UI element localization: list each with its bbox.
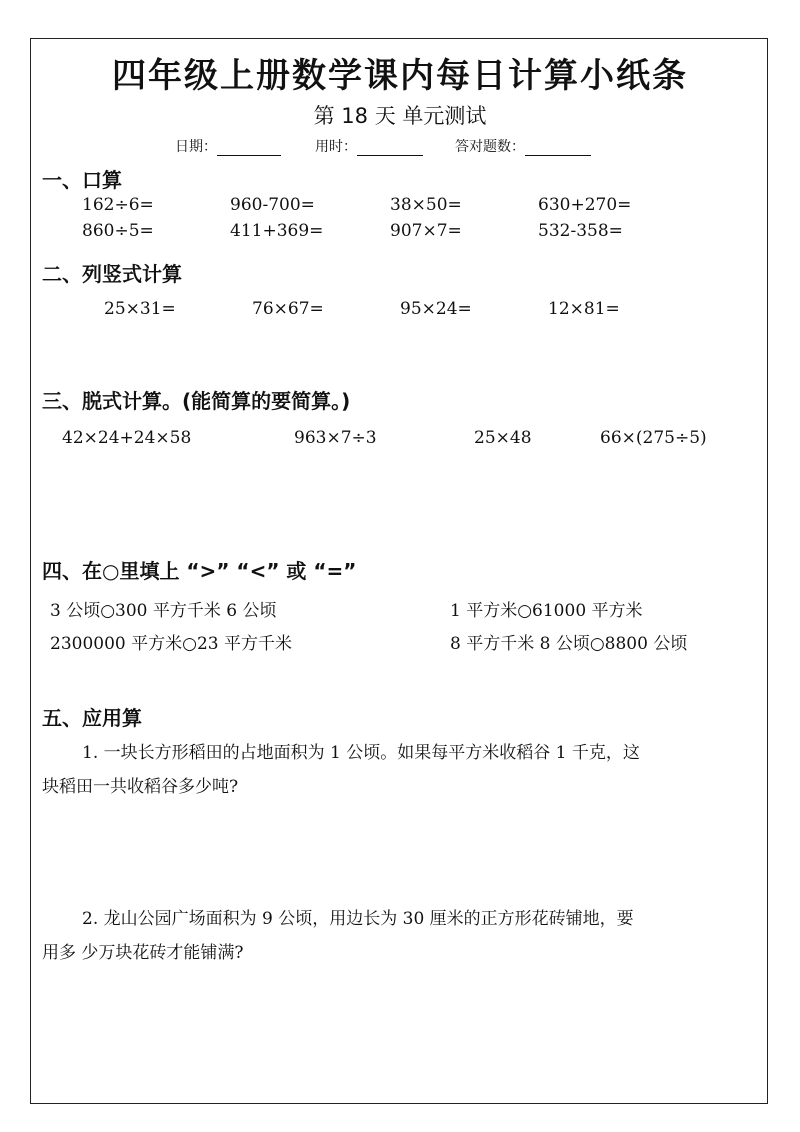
section-heading-vertical: 二、列竖式计算 [42, 262, 182, 286]
word-problem-2-line-2: 用多 少万块花砖才能铺满? [42, 943, 244, 963]
correct-count-blank [525, 141, 591, 156]
word-problem-1-line-2: 块稻田一共收稻谷多少吨? [42, 777, 239, 797]
oral-problem: 532-358= [538, 221, 623, 241]
word-problem-2-line-1: 2. 龙山公园广场面积为 9 公顷，用边长为 30 厘米的正方形花砖铺地，要 [82, 909, 634, 929]
compare-problem: 2300000 平方米○23 平方千米 [50, 634, 292, 654]
section-heading-compare: 四、在○里填上 “>” “<” 或 “=” [42, 559, 357, 583]
oral-problem: 907×7= [390, 221, 462, 241]
date-label: 日期： [175, 139, 217, 155]
section-heading-oral: 一、口算 [42, 168, 122, 192]
compare-problem: 1 平方米○61000 平方米 [450, 601, 643, 621]
section-heading-stepwise: 三、脱式计算。(能简算的要简算。) [42, 389, 351, 413]
vertical-problem: 95×24= [400, 299, 472, 319]
oral-problem: 860÷5= [82, 221, 154, 241]
vertical-problem: 25×31= [104, 299, 176, 319]
section-heading-application: 五、应用算 [42, 706, 142, 730]
correct-count-label: 答对题数： [455, 139, 525, 155]
page-subtitle: 第 18 天 单元测试 [313, 104, 487, 128]
stepwise-problem: 42×24+24×58 [62, 428, 192, 448]
date-blank [217, 141, 281, 156]
time-field [315, 136, 423, 156]
oral-problem: 411+369= [230, 221, 324, 241]
stepwise-problem: 25×48 [474, 428, 532, 448]
oral-problem: 630+270= [538, 195, 632, 215]
vertical-problem: 76×67= [252, 299, 324, 319]
time-label: 用时： [315, 139, 357, 155]
date-field [175, 136, 281, 156]
page-title: 四年级上册数学课内每日计算小纸条 [112, 56, 688, 96]
vertical-problem: 12×81= [548, 299, 620, 319]
word-problem-1-line-1: 1. 一块长方形稻田的占地面积为 1 公顷。如果每平方米收稻谷 1 千克，这 [82, 743, 640, 763]
oral-problem: 162÷6= [82, 195, 154, 215]
oral-problem: 38×50= [390, 195, 462, 215]
correct-count-field [455, 136, 591, 156]
compare-problem: 8 平方千米 8 公顷○8800 公顷 [450, 634, 688, 654]
stepwise-problem: 66×(275÷5) [600, 428, 707, 448]
compare-problem: 3 公顷○300 平方千米 6 公顷 [50, 601, 277, 621]
oral-problem: 960-700= [230, 195, 315, 215]
stepwise-problem: 963×7÷3 [294, 428, 377, 448]
time-blank [357, 141, 423, 156]
